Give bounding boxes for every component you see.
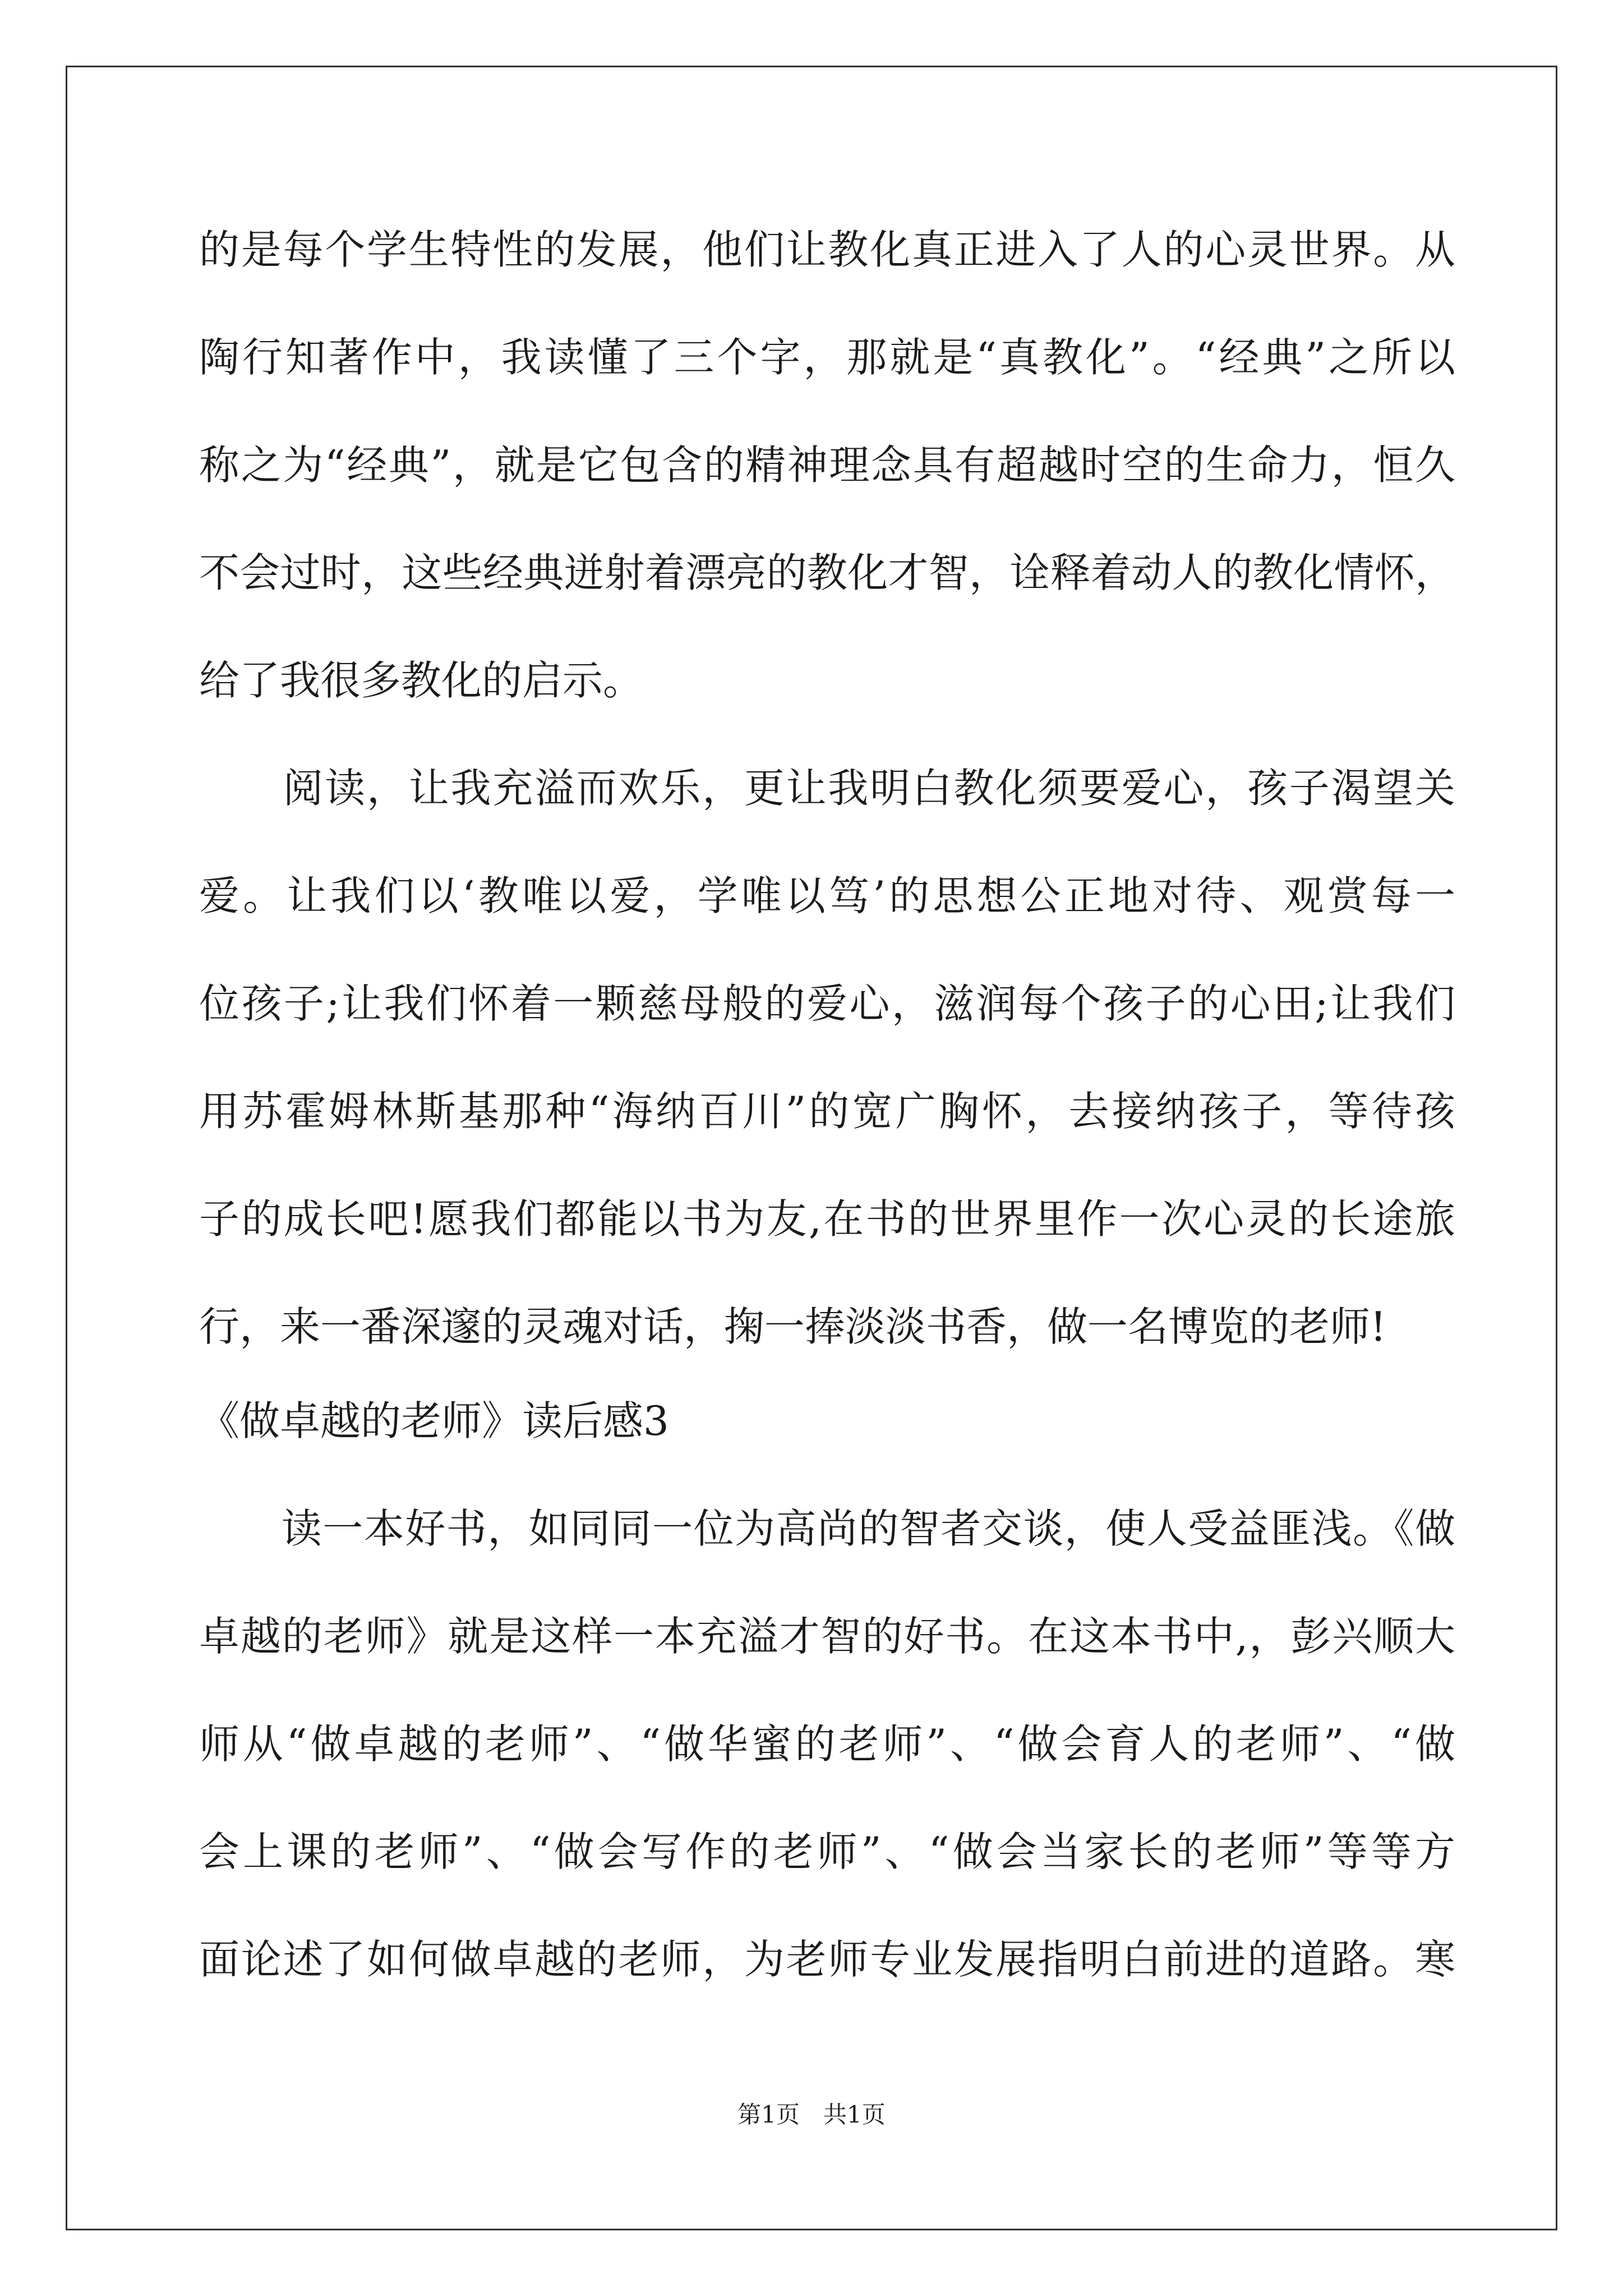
text-line: 爱。让我们以‘教唯以爱，学唯以笃’的思想公正地对待、观赏每一 [199,872,1455,919]
text-line: 卓越的老师》就是这样一本充溢才智的好书。在这本书中,，彭兴顺大 [199,1613,1455,1660]
text-line: 读一本好书，如同同一位为高尚的智者交谈，使人受益匪浅。《做 [199,1505,1455,1552]
page-number: 第1页 共1页 [737,2101,886,2128]
text-line: 会上课的老师”、“做会写作的老师”、“做会当家长的老师”等等方 [199,1828,1455,1875]
text-line: 称之为“经典”，就是它包含的精神理念具有超越时空的生命力，恒久 [199,441,1455,489]
text-line: 子的成长吧!愿我们都能以书为友,在书的世界里作一次心灵的长途旅 [199,1195,1455,1243]
text-line: 面论述了如何做卓越的老师，为老师专业发展指明白前进的道路。寒 [199,1936,1455,1983]
text-line: 阅读，让我充溢而欢乐，更让我明白教化须要爱心，孩子渴望关 [199,765,1455,812]
text-line: 用苏霍姆林斯基那种“海纳百川”的宽广胸怀，去接纳孩子，等待孩 [199,1088,1455,1135]
text-line: 行，来一番深邃的灵魂对话，掬一捧淡淡书香，做一名博览的老师! [199,1303,1386,1350]
text-line: 的是每个学生特性的发展，他们让教化真正进入了人的心灵世界。从 [199,226,1455,273]
section-heading: 《做卓越的老师》读后感3 [199,1397,669,1444]
text-line: 给了我很多教化的启示。 [199,657,644,704]
text-line: 位孩子;让我们怀着一颗慈母般的爱心，滋润每个孩子的心田;让我们 [199,980,1455,1027]
text-line: 师从“做卓越的老师”、“做华蜜的老师”、“做会育人的老师”、“做 [199,1720,1455,1768]
text-line: 不会过时，这些经典迸射着漂亮的教化才智，诠释着动人的教化情怀， [199,549,1455,596]
text-line: 陶行知著作中，我读懂了三个字，那就是“真教化”。“经典”之所以 [199,334,1455,381]
